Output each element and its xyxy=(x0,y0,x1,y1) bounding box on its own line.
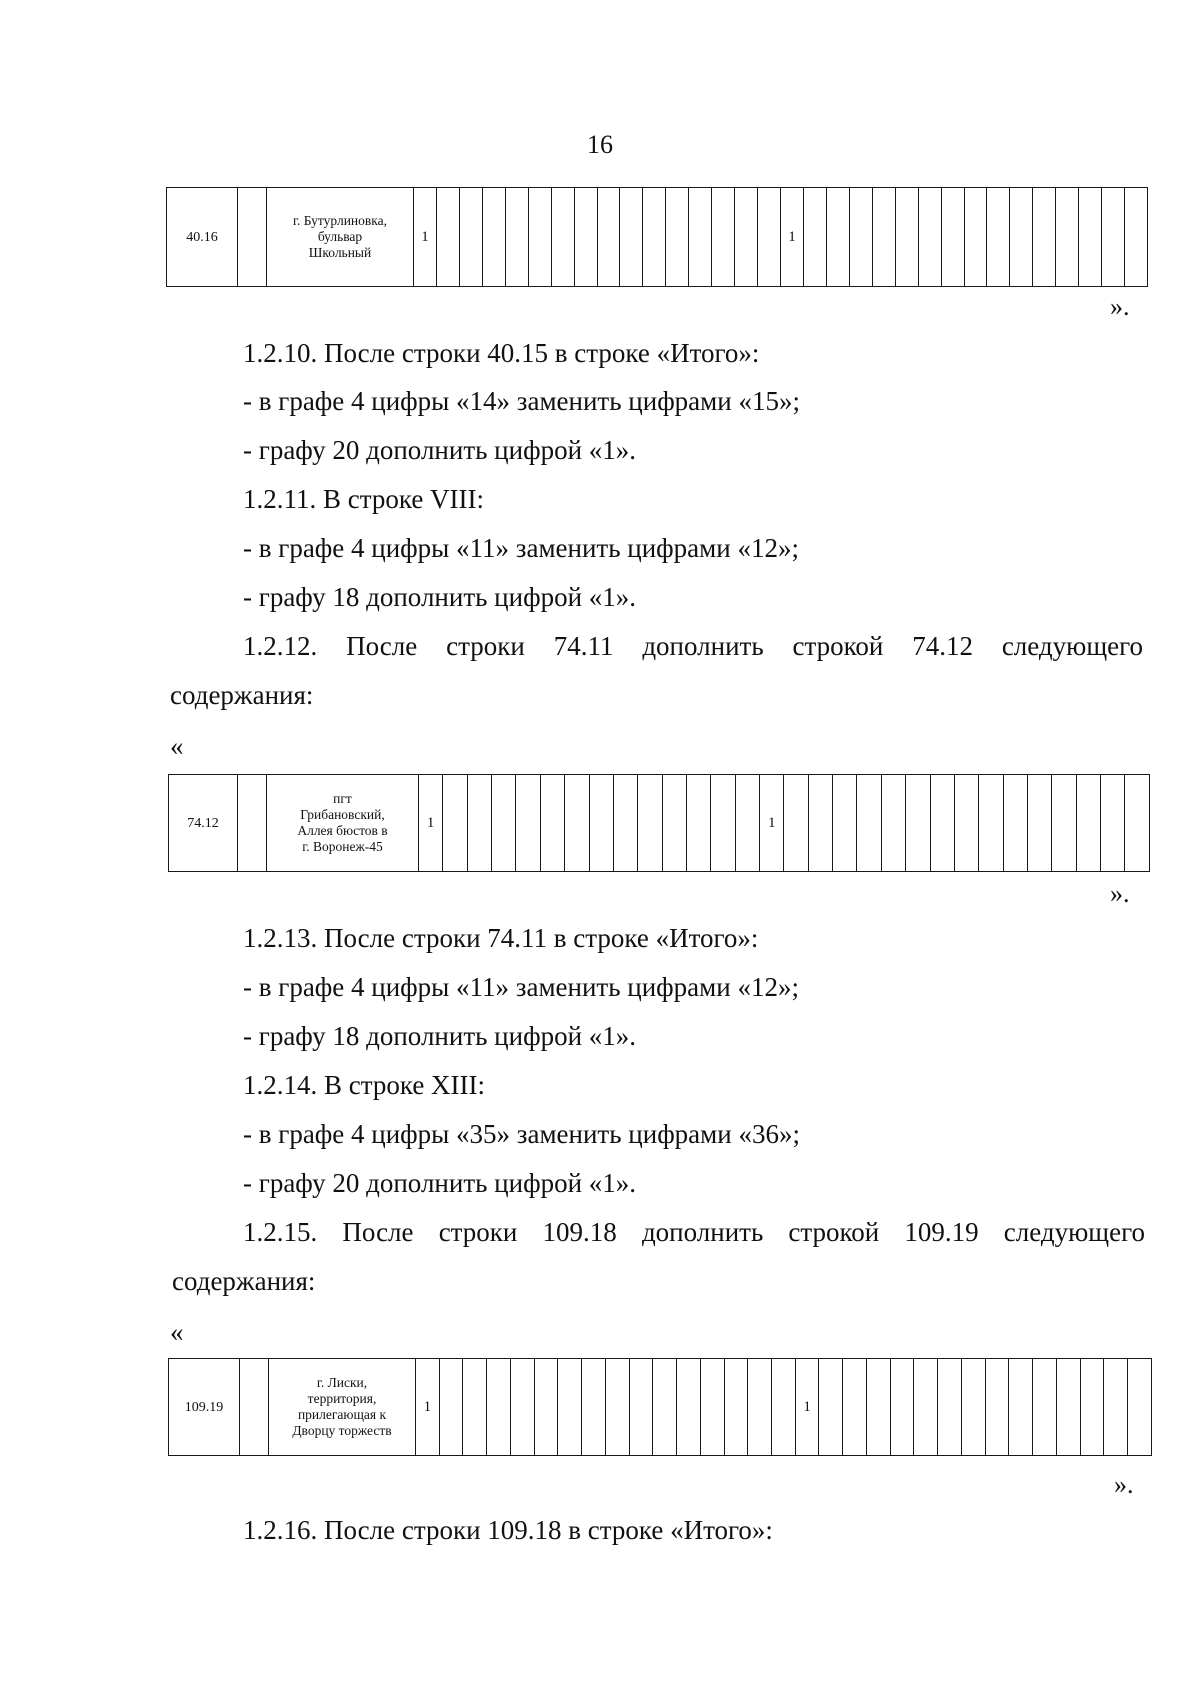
paragraph-1-2-11-item-a: - в графе 4 цифры «11» заменить цифрами «12»; xyxy=(243,533,799,563)
word: 109.19 xyxy=(904,1217,979,1247)
value-cell xyxy=(1009,1359,1033,1456)
value-cell xyxy=(906,775,930,872)
value-cell xyxy=(772,1359,796,1456)
value-cell xyxy=(758,188,781,287)
word: дополнить xyxy=(641,1217,764,1247)
paragraph-1-2-15 xyxy=(243,1214,1145,1250)
value-cell: 1 xyxy=(419,775,443,872)
value-cell xyxy=(528,188,551,287)
value-cell xyxy=(849,188,872,287)
paragraph-1-2-12 xyxy=(243,628,1143,664)
location-line: Дворцу торжеств xyxy=(292,1423,392,1438)
opening-quote: « xyxy=(170,1317,184,1347)
value-cell xyxy=(629,1359,653,1456)
value-cell xyxy=(819,1359,843,1456)
empty-cell xyxy=(240,1359,269,1456)
paragraph-1-2-14: 1.2.14. В строке XIII: xyxy=(243,1070,486,1100)
paragraph-1-2-10-item-b: - графу 20 дополнить цифрой «1». xyxy=(243,435,637,465)
value-cell xyxy=(1128,1359,1152,1456)
value-cell xyxy=(1076,775,1100,872)
location-line: пгт xyxy=(333,791,352,806)
value-cell xyxy=(1079,188,1102,287)
value-cell xyxy=(724,1359,748,1456)
paragraph-1-2-14-item-b: - графу 20 дополнить цифрой «1». xyxy=(243,1168,637,1198)
value-cell xyxy=(686,775,710,872)
word: строки xyxy=(438,1217,518,1247)
paragraph-1-2-13: 1.2.13. После строки 74.11 в строке «Итого»: xyxy=(243,923,759,953)
value-cell xyxy=(1033,188,1056,287)
value-cell xyxy=(439,1359,463,1456)
paragraph-1-2-11: 1.2.11. В строке VIII: xyxy=(243,484,485,514)
location-line: прилегающая к xyxy=(297,1407,387,1422)
location-line: Грибановский, xyxy=(300,807,385,822)
value-cell xyxy=(505,188,528,287)
value-cell xyxy=(620,188,643,287)
value-cell xyxy=(638,775,662,872)
value-cell xyxy=(459,188,482,287)
empty-cell xyxy=(238,188,267,287)
value-cell xyxy=(784,775,808,872)
word: строкой xyxy=(788,1217,880,1247)
value-cell xyxy=(895,188,918,287)
value-cell xyxy=(487,1359,511,1456)
table-row-40-16 xyxy=(166,187,1148,287)
value-cell xyxy=(1125,188,1148,287)
location-line: г. Воронеж-45 xyxy=(302,839,383,854)
value-cell: 1 xyxy=(760,775,784,872)
paragraph-1-2-10-item-a: - в графе 4 цифры «14» заменить цифрами «15»; xyxy=(243,386,800,416)
value-cell xyxy=(803,188,826,287)
location-cell xyxy=(267,775,419,872)
location-line: Аллея бюстов в xyxy=(297,823,388,838)
value-cell xyxy=(689,188,712,287)
value-cell xyxy=(890,1359,914,1456)
word: После xyxy=(346,631,418,661)
value-cell: 1 xyxy=(414,188,437,287)
value-cell xyxy=(589,775,613,872)
value-cell xyxy=(964,188,987,287)
closing-quote: ». xyxy=(1110,292,1130,321)
value-cell: 1 xyxy=(781,188,804,287)
value-cell xyxy=(643,188,666,287)
value-cell xyxy=(987,188,1010,287)
value-cell xyxy=(748,1359,772,1456)
value-cell xyxy=(597,188,620,287)
value-cell xyxy=(1125,775,1150,872)
paragraph-1-2-13-item-b: - графу 18 дополнить цифрой «1». xyxy=(243,1021,637,1051)
empty-cell xyxy=(238,775,267,872)
value-cell xyxy=(1033,1359,1057,1456)
value-cell xyxy=(613,775,637,872)
paragraph-1-2-10: 1.2.10. После строки 40.15 в строке «Итого»: xyxy=(243,338,760,368)
row-number-cell: 74.12 xyxy=(169,775,238,872)
value-cell xyxy=(872,188,895,287)
paragraph-1-2-13-item-a: - в графе 4 цифры «11» заменить цифрами «12»; xyxy=(243,972,799,1002)
value-cell xyxy=(1101,775,1125,872)
value-cell xyxy=(551,188,574,287)
value-cell xyxy=(843,1359,867,1456)
value-cell xyxy=(540,775,564,872)
row-number-cell: 40.16 xyxy=(167,188,238,287)
value-cell xyxy=(1080,1359,1104,1456)
value-cell xyxy=(677,1359,701,1456)
value-cell xyxy=(467,775,491,872)
value-cell xyxy=(1104,1359,1128,1456)
word: строки xyxy=(446,631,525,661)
value-cell xyxy=(662,775,686,872)
value-cell xyxy=(833,775,857,872)
value-cell xyxy=(700,1359,724,1456)
value-cell xyxy=(735,775,759,872)
value-cell xyxy=(443,775,467,872)
location-line: г. Бутурлиновка, xyxy=(292,213,387,228)
location-line: бульвар xyxy=(317,229,363,244)
value-cell xyxy=(653,1359,677,1456)
value-cell xyxy=(979,775,1003,872)
value-cell xyxy=(1003,775,1027,872)
value-cell xyxy=(881,775,905,872)
page-number: 16 xyxy=(587,130,613,159)
paragraph-1-2-12-continued: содержания: xyxy=(170,680,314,710)
value-cell xyxy=(826,188,849,287)
value-cell xyxy=(961,1359,985,1456)
paragraph-1-2-11-item-b: - графу 18 дополнить цифрой «1». xyxy=(243,582,637,612)
value-cell xyxy=(930,775,954,872)
opening-quote: « xyxy=(170,731,184,761)
row-number-cell: 109.19 xyxy=(169,1359,240,1456)
value-cell xyxy=(574,188,597,287)
word: следующего xyxy=(1001,631,1143,661)
value-cell xyxy=(1010,188,1033,287)
value-cell xyxy=(808,775,832,872)
word: 109.18 xyxy=(542,1217,617,1247)
value-cell: 1 xyxy=(795,1359,819,1456)
value-cell xyxy=(712,188,735,287)
table-row-74-12 xyxy=(168,774,1150,872)
value-cell xyxy=(735,188,758,287)
value-cell xyxy=(866,1359,890,1456)
closing-quote: ». xyxy=(1110,879,1130,908)
value-cell xyxy=(711,775,735,872)
value-cell xyxy=(492,775,516,872)
value-cell xyxy=(463,1359,487,1456)
value-cell xyxy=(558,1359,582,1456)
value-cell xyxy=(510,1359,534,1456)
word: дополнить xyxy=(642,631,764,661)
value-cell xyxy=(516,775,540,872)
value-cell xyxy=(1056,1359,1080,1456)
word: 74.12 xyxy=(912,631,973,661)
value-cell xyxy=(534,1359,558,1456)
paragraph-1-2-15-continued: содержания: xyxy=(172,1266,316,1296)
value-cell xyxy=(436,188,459,287)
value-cell xyxy=(482,188,505,287)
value-cell xyxy=(1056,188,1079,287)
value-cell xyxy=(1102,188,1125,287)
closing-quote: ». xyxy=(1114,1470,1134,1499)
value-cell: 1 xyxy=(416,1359,440,1456)
table-row-109-19 xyxy=(168,1358,1152,1456)
value-cell xyxy=(918,188,941,287)
word: следующего xyxy=(1003,1217,1145,1247)
word: строкой xyxy=(792,631,884,661)
value-cell xyxy=(582,1359,606,1456)
location-cell xyxy=(267,188,414,287)
value-cell xyxy=(565,775,589,872)
value-cell xyxy=(1027,775,1051,872)
word: 74.11 xyxy=(553,631,614,661)
location-line: территория, xyxy=(307,1391,377,1406)
value-cell xyxy=(857,775,881,872)
word: 1.2.12. xyxy=(243,631,318,661)
location-cell xyxy=(269,1359,416,1456)
value-cell xyxy=(985,1359,1009,1456)
value-cell xyxy=(666,188,689,287)
word: 1.2.15. xyxy=(243,1217,318,1247)
value-cell xyxy=(914,1359,938,1456)
value-cell xyxy=(938,1359,962,1456)
value-cell xyxy=(1052,775,1076,872)
location-line: Школьный xyxy=(308,245,372,260)
value-cell xyxy=(954,775,978,872)
location-line: г. Лиски, xyxy=(316,1375,368,1390)
value-cell xyxy=(941,188,964,287)
paragraph-1-2-16: 1.2.16. После строки 109.18 в строке «Итого»: xyxy=(243,1515,773,1545)
word: После xyxy=(342,1217,414,1247)
value-cell xyxy=(605,1359,629,1456)
paragraph-1-2-14-item-a: - в графе 4 цифры «35» заменить цифрами «36»; xyxy=(243,1119,800,1149)
